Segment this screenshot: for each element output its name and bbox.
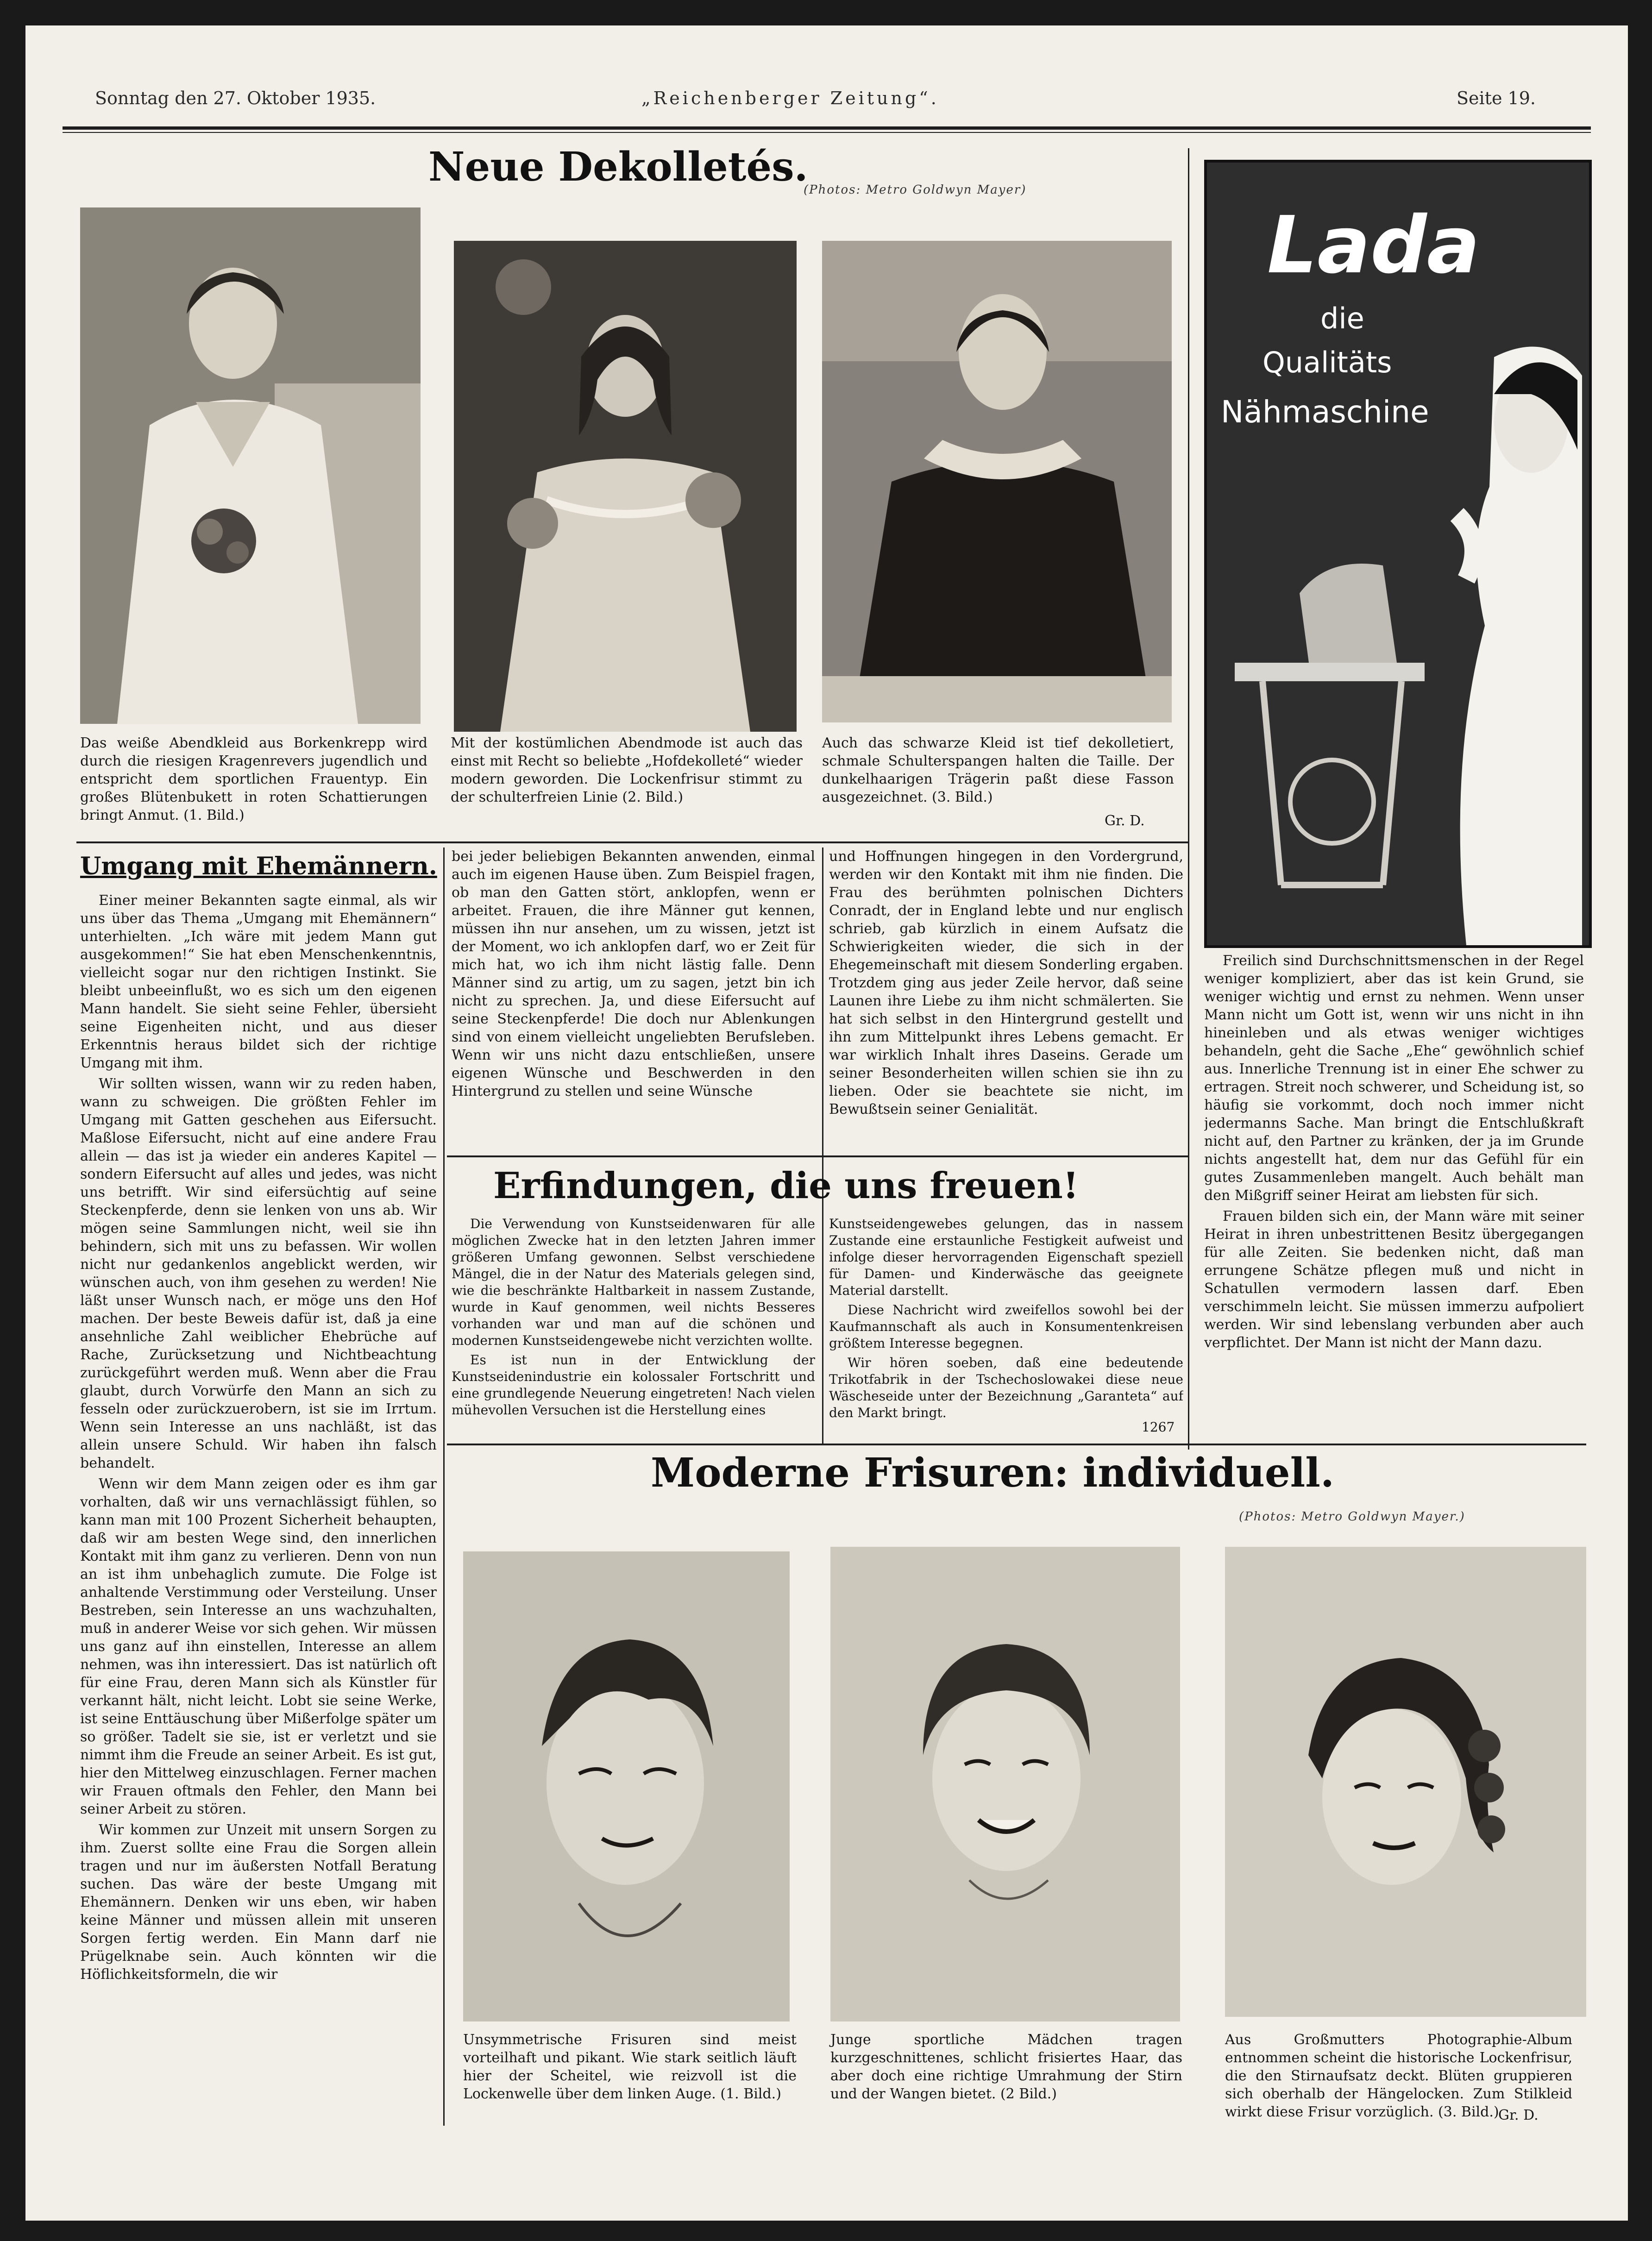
column-rule-2: [822, 847, 823, 1445]
decolletes-title: Neue Dekolletés.: [428, 144, 808, 190]
frisuren-photo-credit: (Photos: Metro Goldwyn Mayer.): [1239, 1510, 1465, 1524]
umgang-title: Umgang mit Ehemännern.: [80, 852, 437, 880]
erfindungen-column-2: [829, 1216, 1183, 1433]
asymmetric-hairstyle-drawing: [463, 1551, 790, 2021]
decolletes-caption-1: Das weiße Abendkleid aus Borkenkrepp wird durch die riesigen Kragenrevers jugendlich und entspricht dem sportlichen Frauentyp. Ein großes Blütenbukett in roten Schattierungen bringt Anmut. (1. Bild.): [80, 735, 427, 823]
frisuren-title: Moderne Frisuren: individuell.: [651, 1450, 1334, 1496]
decolletes-signature: Gr. D.: [1105, 813, 1145, 829]
decolletes-caption-3: Auch das schwarze Kleid ist tief dekolletiert, schmale Schulterspangen halten die Taille. Der dunkelhaarigen Trägerin paßt diese Fasson ausgezeichnet. (3. Bild.): [822, 735, 1174, 805]
umgang-column-2: [452, 847, 815, 1153]
header-rule: [63, 126, 1591, 130]
decolletes-photo-2: [454, 241, 797, 732]
umgang-paragraph: und Hoffnungen hingegen in den Vordergrund, werden wir den Kontakt mit ihm nie finden. Die Frau des berühmten polnischen Dichters Conradt, der in England lebte und nur englisch schrieb, gab kürzlich in einem Aufsatz die Schwierigkeiten wieder, die sich in der Ehegemeinschaft mit diesem Sonderling ergaben. Trotzdem ging aus jeder Zeile hervor, daß seine Launen ihre Liebe zu ihm nicht schmälerten. Sie hat sich selbst in den Hintergrund gestellt und ihn zum Mittelpunkt ihres Lebens gemacht. Er war wirklich Inhalt ihres Daseins. Gerade um seiner Besonderheiten willen schien sie ihn zu lieben. Oder sie beachtete sie nicht, im Bewußtsein seiner Genialität.: [829, 848, 1183, 1117]
umgang-column-1: [80, 891, 437, 2128]
column-rule-right: [1188, 148, 1189, 1450]
erfindungen-paragraph: Diese Nachricht wird zweifellos sowohl bei der Kaufmannschaft als auch in Konsumentenkreisen größtem Interesse begegnen.: [829, 1302, 1183, 1351]
ad-line-qualitaets: Qualitäts: [1263, 345, 1392, 379]
woman-black-dress-illustration: [822, 241, 1172, 722]
umgang-paragraph: Frauen bilden sich ein, der Mann wäre mit seiner Heirat in ihren unbestrittenen Besitz übergegangen für alle Zeiten. Sie bedenken nicht, daß man errungene Schätze pflegen muß und nicht in Schatullen vermodern lassen darf. Eben verschimmeln leicht. Sie müssen immerzu aufpoliert werden. Wir sind lebenslang verbunden aber auch verpflichtet. Der Mann ist nicht der Mann dazu.: [1204, 1208, 1584, 1351]
woman-white-dress-illustration: [80, 207, 421, 724]
lada-advertisement: [1204, 160, 1592, 948]
umgang-paragraph: Freilich sind Durchschnittsmenschen in der Regel weniger kompliziert, aber das ist kein Grund, sie weniger wichtig und ernst zu nehmen. Wenn unser Mann nicht um Gott ist, wenn wir uns nicht in ihn hineinleben und als etwas weniger wichtiges behandeln, geht die Sache „Ehe“ gewöhnlich schief aus. Innerliche Trennung ist in einer Ehe schwer zu ertragen. Streit noch schwerer, und Scheidung ist, so häufig sie vorkommt, doch noch immer nicht jedermanns Sache. Man bringt die Entschlußkraft nicht auf, den Partner zu kränken, der ja im Grunde nichts angestellt hat, dem nur das Gefühl für ein gutes Zusammenleben mangelt. Auch behält man den Mißgriff seiner Heirat am liebsten für sich.: [1204, 953, 1584, 1204]
ad-line-die: die: [1320, 301, 1364, 335]
decolletes-photo-credit: (Photos: Metro Goldwyn Mayer): [804, 183, 1027, 197]
short-sporty-hairstyle-drawing: [830, 1547, 1180, 2021]
newspaper-page: [25, 25, 1628, 2221]
ad-line-naehmaschine: Nähmaschine: [1221, 394, 1429, 430]
frisuren-caption-1: Unsymmetrische Frisuren sind meist vorteilhaft und pikant. Wie stark seitlich läuft hier der Scheitel, wie reizvoll ist die Lockenwelle über dem linken Auge. (1. Bild.): [463, 2032, 797, 2102]
erfindungen-paragraph: Wir hören soeben, daß eine bedeutende Trikotfabrik in der Tschechoslowakei diese neue Wäscheseide unter der Bezeichnung „Garanteta“ auf den Markt bringt.: [829, 1355, 1183, 1420]
erfindungen-paragraph: Es ist nun in der Entwicklung der Kunstseidenindustrie ein kolossaler Fortschritt und eine grundlegende Neuerung eingetreten! Nach vielen mühevollen Versuchen ist die Herstellung eines: [452, 1352, 815, 1418]
erfindungen-paragraph: Kunstseidengewebes gelungen, das in nassem Zustande eine erstaunliche Festigkeit aufweist und infolge dieser hervorragenden Eigenschaft speziell für Damen- und Kinderwäsche das geeignete Material darstellt.: [829, 1216, 1183, 1298]
erfindungen-column-1: [452, 1216, 815, 1433]
umgang-paragraph: Einer meiner Bekannten sagte einmal, als wir uns über das Thema „Umgang mit Ehemännern“ unterhielten. „Ich wäre mit jedem Mann gut ausgekommen!“ Sie hat eben Menschenkenntnis, vielleicht sogar nur den richtigen Instinkt. Sie bleibt unbeeinflußt, wo es sich um den eigenen Mann handelt. Sie sieht seine Fehler, übersieht seine Eigenheiten nicht, und aus dieser Erkenntnis heraus bildet sich der richtige Umgang mit ihm.: [80, 892, 437, 1071]
frisuren-signature: Gr. D.: [1498, 2107, 1539, 2123]
decolletes-caption-2: Mit der kostümlichen Abendmode ist auch das einst mit Recht so beliebte „Hofdekolleté“ wieder modern geworden. Die Lockenfrisur stimmt zu der schulterfreien Linie (2. Bild.): [451, 735, 803, 805]
header-date: Sonntag den 27. Oktober 1935.: [95, 88, 376, 108]
header-paper-name: „Reichenberger Zeitung“.: [641, 88, 939, 108]
frisuren-drawing-1: [463, 1551, 790, 2021]
umgang-paragraph: Wenn wir dem Mann zeigen oder es ihm gar vorhalten, daß wir uns vernachlässigt fühlen, so kann man mit 100 Prozent Sicherheit behaupten, daß wir am besten Wege sind, den innerlichen Kontakt mit ihm ganz zu verlieren. Denn von nun an ist ihm unbehaglich zumute. Die Folge ist anhaltende Verstimmung oder Versteilung. Unser Bestreben, sein Interesse an uns wachzuhalten, muß in anderer Weise vor sich gehen. Wir müssen uns ganz auf ihn einstellen, Interesse an allem nehmen, was ihn interessiert. Das ist natürlich oft für eine Frau, deren Mann sich als Künstler für verkannt hält, nicht leicht. Lobt sie seine Werke, ist seine Enttäuschung über Mißerfolge später um so größer. Tadelt sie sie, ist er verletzt und sie nimmt ihm die Freude an seiner Arbeit. Es ist gut, hier den Mittelweg einzuschlagen. Ferner machen wir Frauen oftmals den Fehler, den Mann bei seiner Arbeit zu stören.: [80, 1476, 437, 1817]
decolletes-photo-1: [80, 207, 421, 724]
umgang-paragraph: Wir kommen zur Unzeit mit unsern Sorgen zu ihm. Zuerst sollte eine Frau die Sorgen allein tragen und nur im äußersten Notfall Beratung suchen. Das wäre der beste Umgang mit Ehemännern. Denken wir uns eben, wir haben keine Männer und müssen allein mit unseren Sorgen fertig werden. Ein Mann darf nie Prügelknabe sein. Auch könnten wir die Höflichkeitsformeln, die wir: [80, 1822, 437, 1983]
umgang-paragraph: Wir sollten wissen, wann wir zu reden haben, wann zu schweigen. Die größten Fehler im Umgang mit Gatten geschehen aus Eifersucht. Maßlose Eifersucht, nicht auf eine andere Frau allein — das ist ja wieder ein anderes Kapitel — sondern Eifersucht auf alles und jedes, was nicht uns betrifft. Wir sind eifersüchtig auf seine Steckenpferde, denn sie lenken von uns ab. Wir mögen seine Sammlungen nicht, weil sie ihn behindern, sich mit uns zu befassen. Wir wollen nicht nur gedankenlos angeblickt werden, wir wünschen auch, von ihm gesehen zu werden! Nie läßt unser Wunsch nach, er möge uns den Hof machen. Der beste Beweis dafür ist, daß ja eine ansehnliche Zahl weiblicher Ehebrüche auf Rache, Zurücksetzung und Nichtbeachtung zurückgeführt werden muß. Wenn aber die Frau glaubt, durch Vorwürfe den Mann an sich zu fesseln oder zurückzuerobern, ist sie im Irrtum. Wenn sein Interesse an uns nachläßt, ist das allein unsere Schuld. Wir haben ihn falsch behandelt.: [80, 1076, 437, 1471]
frisuren-caption-2: Junge sportliche Mädchen tragen kurzgeschnittenes, schlicht frisiertes Haar, das aber doch eine richtige Umrahmung der Stirn und der Wangen bietet. (2 Bild.): [830, 2032, 1182, 2102]
umgang-column-3: [829, 847, 1183, 1153]
decolletes-photo-3: [822, 241, 1172, 722]
historical-curls-hairstyle-drawing: [1225, 1547, 1586, 2017]
column-rule-1: [443, 847, 445, 2126]
frisuren-drawing-2: [830, 1547, 1180, 2021]
woman-offshoulder-gown-illustration: [454, 241, 797, 732]
frisuren-caption-3: Aus Großmutters Photographie-Album entnommen scheint die historische Lockenfrisur, die den Stirnaufsatz deckt. Blüten gruppieren sich oberhalb der Hängelocken. Zum Stilkleid wirkt diese Frisur vorzüglich. (3. Bild.): [1225, 2032, 1572, 2120]
header-page-number: Seite 19.: [1457, 88, 1536, 108]
ad-brand: Lada: [1267, 200, 1480, 291]
erfindungen-code: 1267: [1142, 1419, 1175, 1435]
frisuren-drawing-3: [1225, 1547, 1586, 2017]
erfindungen-title: Erfindungen, die uns freuen!: [493, 1165, 1079, 1207]
header-rule-thin: [63, 132, 1591, 133]
frisuren-top-rule: [447, 1444, 1586, 1445]
umgang-paragraph: bei jeder beliebigen Bekannten anwenden, einmal auch im eigenen Hause üben. Zum Beispiel fragen, ob man den Gatten stört, anklopfen, wenn er arbeitet. Frauen, die ihre Männer gut kennen, müssen ihn nur ansehen, um zu wissen, jetzt ist der Moment, wo ich anklopfen darf, wo er Zeit für mich hat, wo ich ihm nicht lästig falle. Denn Männer sind zu artig, um zu sagen, jetzt bin ich nicht zu sprechen. Ja, und diese Eifersucht auf seine Steckenpferde! Die doch nur Ablenkungen sind von einem vielleicht ungeliebten Berufsleben. Wenn wir uns nicht dazu entschließen, unsere eigenen Wünsche und Beschwerden in den Hintergrund zu stellen und seine Wünsche: [452, 848, 815, 1099]
erfindungen-paragraph: Die Verwendung von Kunstseidenwaren für alle möglichen Zwecke hat in den letzten Jahren immer größeren Umfang gewonnen. Selbst verschiedene Mängel, die in der Natur des Materials gelegen sind, wie die beschränkte Haltbarkeit in nassem Zustande, wurde in Kauf genommen, weil nichts Besseres vorhanden war und man auf die schönen und modernen Kunstseidengewebe nicht verzichten wollte.: [452, 1216, 815, 1348]
decolletes-bottom-rule: [76, 841, 1188, 843]
erfindungen-top-rule: [447, 1155, 1188, 1157]
umgang-column-4: [1204, 952, 1584, 1443]
